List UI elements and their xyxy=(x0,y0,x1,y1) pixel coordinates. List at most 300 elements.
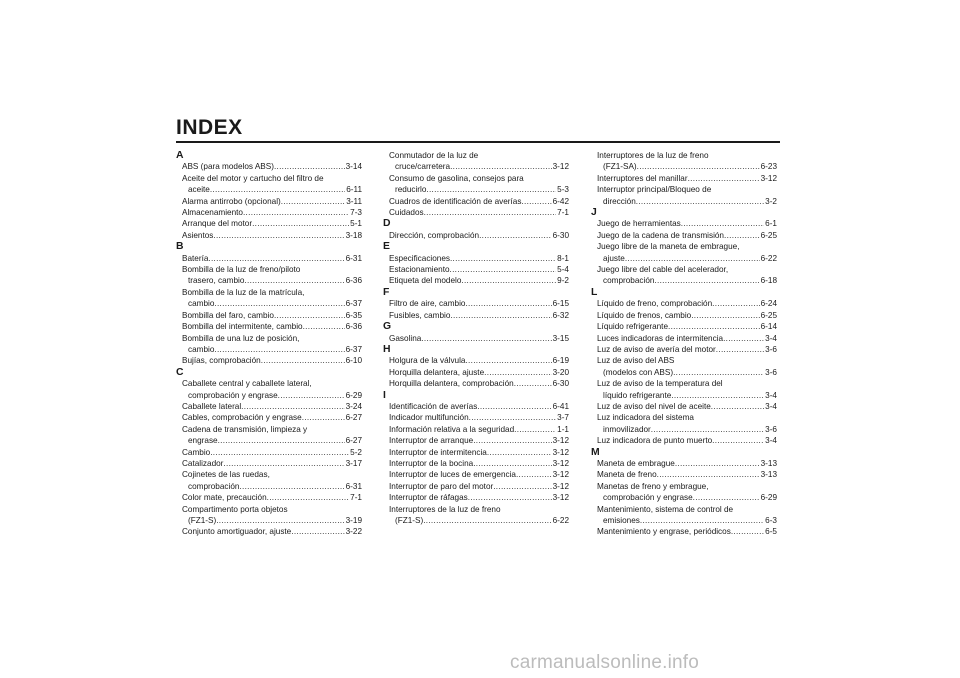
index-page-ref: 3-19 xyxy=(345,516,362,525)
index-page-ref: 6-25 xyxy=(760,230,777,240)
index-page-ref: 3-12 xyxy=(760,173,777,183)
index-entry-text: (FZ1-SA) xyxy=(603,162,637,172)
index-entry-text: reducirlo xyxy=(395,185,427,195)
index-entry-text: comprobación y engrase xyxy=(188,390,278,400)
dot-leader xyxy=(731,526,764,537)
index-page-ref: 6-11 xyxy=(346,185,362,195)
title-rule xyxy=(176,141,780,143)
index-entry-text: (FZ1-S) xyxy=(395,516,424,525)
index-entry-text: Interruptores de la luz de freno xyxy=(597,151,709,160)
index-column-1 xyxy=(176,150,362,538)
dot-leader xyxy=(244,275,344,286)
dot-leader xyxy=(274,161,345,172)
index-entry xyxy=(383,264,569,275)
index-entry-text: comprobación xyxy=(188,481,240,491)
dot-leader xyxy=(473,435,551,446)
index-entry xyxy=(591,241,777,264)
index-entry-text: Indicador multifunción xyxy=(389,413,469,423)
index-entry-text: comprobación y engrase xyxy=(603,493,693,503)
index-page-ref: 6-30 xyxy=(552,230,569,240)
index-entry xyxy=(591,264,777,287)
index-entry xyxy=(383,150,569,173)
index-page-ref: 7-1 xyxy=(557,208,569,218)
index-page-ref: 6-37 xyxy=(345,344,362,354)
index-entry-text: Luz indicadora de punto muerto xyxy=(597,436,713,446)
index-entry-text: Catalizador xyxy=(182,458,224,468)
index-entry xyxy=(383,481,569,492)
dot-leader xyxy=(712,435,764,446)
index-entry xyxy=(176,458,362,469)
index-page-ref: 6-14 xyxy=(760,322,777,332)
index-page-ref: 6-36 xyxy=(345,322,362,332)
index-entry xyxy=(383,469,569,480)
dot-leader xyxy=(213,230,344,241)
dot-leader xyxy=(514,378,552,389)
index-entry xyxy=(176,230,362,241)
dot-leader xyxy=(654,275,759,286)
index-entry-text: ajuste xyxy=(603,253,625,263)
index-page-ref: 6-32 xyxy=(552,310,569,320)
index-entry xyxy=(591,333,777,344)
dot-leader xyxy=(208,253,344,264)
index-page-ref: 6-22 xyxy=(552,516,569,525)
index-entry xyxy=(591,230,777,241)
index-page-ref: 1-1 xyxy=(557,424,569,434)
index-entry-text: Bombilla del faro, cambio xyxy=(182,310,274,320)
dot-leader xyxy=(671,390,764,401)
index-page-ref: 3-7 xyxy=(557,413,569,423)
dot-leader xyxy=(724,230,760,241)
index-entry-text: Juego libre de la maneta de embrague, xyxy=(597,242,740,252)
index-entry xyxy=(176,401,362,412)
index-page-ref: 6-23 xyxy=(760,162,777,172)
index-entry xyxy=(383,275,569,286)
index-entry xyxy=(176,424,362,447)
index-entry-text: (modelos con ABS) xyxy=(603,367,674,377)
index-letter-heading: E xyxy=(383,241,390,253)
dot-leader xyxy=(450,264,557,275)
dot-leader xyxy=(267,492,350,503)
index-page-ref: 3-24 xyxy=(345,401,362,411)
index-letter-heading: H xyxy=(383,343,391,355)
index-entry-text: Asientos xyxy=(182,230,214,240)
index-entry xyxy=(383,298,569,309)
index-entry-text: emisiones xyxy=(603,516,640,525)
index-entry xyxy=(383,378,569,389)
index-entry-text: trasero, cambio xyxy=(188,276,245,286)
index-entry-text: Mantenimiento y engrase, periódicos xyxy=(597,527,731,537)
index-entry xyxy=(383,412,569,423)
index-page-ref: 6-27 xyxy=(345,436,362,446)
index-page-ref: 3-12 xyxy=(552,162,569,172)
dot-leader xyxy=(426,184,556,195)
index-entry xyxy=(176,218,362,229)
dot-leader xyxy=(241,401,344,412)
index-entry-text: Estacionamiento xyxy=(389,265,450,275)
index-page-ref: 3-4 xyxy=(765,436,777,446)
footer-watermark: carmanualsonline.info xyxy=(510,652,700,673)
dot-leader xyxy=(668,321,760,332)
index-entry-text: Líquido de freno, comprobación xyxy=(597,299,713,309)
dot-leader xyxy=(469,412,557,423)
index-page-ref: 6-41 xyxy=(552,401,569,411)
index-entry-text: inmovilizador xyxy=(603,424,651,434)
index-entry-text: Mantenimiento, sistema de control de xyxy=(597,504,734,514)
index-page-ref: 6-19 xyxy=(552,356,569,366)
index-entry xyxy=(383,504,569,527)
index-page-ref: 6-30 xyxy=(552,379,569,389)
index-entry xyxy=(176,504,362,527)
index-letter-heading: B xyxy=(176,241,184,253)
dot-leader xyxy=(477,401,551,412)
dot-leader xyxy=(691,310,759,321)
index-page-ref: 3-12 xyxy=(552,493,569,503)
index-page-ref: 3-12 xyxy=(552,447,569,457)
index-entry-text: Gasolina xyxy=(389,333,422,343)
dot-leader xyxy=(711,401,764,412)
index-entry xyxy=(591,310,777,321)
index-entry-text: Interruptor de intermitencia xyxy=(389,447,487,457)
index-entry-text: Información relativa a la seguridad xyxy=(389,424,515,434)
index-entry xyxy=(591,469,777,480)
index-entry xyxy=(591,355,777,378)
dot-leader xyxy=(479,230,552,241)
index-entry-text: Luz de aviso del ABS xyxy=(597,356,675,366)
index-page-ref: 3-13 xyxy=(760,470,777,480)
dot-leader xyxy=(484,367,551,378)
index-entry xyxy=(591,504,777,527)
dot-leader xyxy=(637,161,760,172)
dot-leader xyxy=(210,447,349,458)
index-entry xyxy=(591,298,777,309)
index-page-ref: 5-4 xyxy=(557,265,569,275)
index-letter-heading: C xyxy=(176,366,184,378)
index-entry-text: Cojinetes de las ruedas, xyxy=(182,470,270,480)
index-entry-text: (FZ1-S) xyxy=(188,516,217,525)
index-entry-text: Manetas de freno y embrague, xyxy=(597,481,709,491)
index-column-2 xyxy=(383,150,569,526)
index-entry-text: engrase xyxy=(188,436,218,446)
index-entry xyxy=(383,173,569,196)
index-entry-text: cambio xyxy=(188,344,215,354)
index-entry xyxy=(383,447,569,458)
index-entry xyxy=(176,253,362,264)
index-entry xyxy=(383,367,569,378)
index-entry-text: comprobación xyxy=(603,276,655,286)
index-entry xyxy=(176,196,362,207)
index-entry-text: líquido refrigerante xyxy=(603,390,672,400)
index-entry-text: Luces indicadoras de intermitencia xyxy=(597,333,724,343)
index-entry-text: Arranque del motor xyxy=(182,219,253,229)
dot-leader xyxy=(274,310,345,321)
index-entry-text: Interruptor de luces de emergencia xyxy=(389,470,516,480)
index-entry xyxy=(176,447,362,458)
index-entry-text: Etiqueta del modelo xyxy=(389,276,462,286)
dot-leader xyxy=(450,310,551,321)
index-entry xyxy=(176,333,362,356)
index-entry xyxy=(176,161,362,172)
index-entry xyxy=(383,492,569,503)
index-page-ref: 3-12 xyxy=(552,458,569,468)
dot-leader xyxy=(423,515,551,526)
index-entry-text: Luz de aviso de avería del motor xyxy=(597,344,716,354)
index-entry xyxy=(591,435,777,446)
dot-leader xyxy=(214,298,344,309)
index-entry-text: Interruptor de arranque xyxy=(389,436,474,446)
index-page-ref: 3-6 xyxy=(765,424,777,434)
index-page-ref: 3-13 xyxy=(760,458,777,468)
index-entry-text: Luz indicadora del sistema xyxy=(597,413,694,423)
dot-leader xyxy=(516,469,552,480)
dot-leader xyxy=(487,447,552,458)
index-entry-text: aceite xyxy=(188,185,210,195)
dot-leader xyxy=(214,344,344,355)
dot-leader xyxy=(625,253,760,264)
index-page-ref: 6-42 xyxy=(552,196,569,206)
index-entry-text: Bombilla de la luz de la matrícula, xyxy=(182,287,305,297)
dot-leader xyxy=(450,161,552,172)
index-entry-text: Bombilla del intermitente, cambio xyxy=(182,322,303,332)
index-column-3 xyxy=(591,150,777,538)
index-entry-text: Cadena de transmisión, limpieza y xyxy=(182,424,308,434)
index-entry-text: cruce/carretera xyxy=(395,162,451,172)
dot-leader xyxy=(303,321,345,332)
dot-leader xyxy=(493,481,551,492)
index-entry-text: Consumo de gasolina, consejos para xyxy=(389,173,524,183)
dot-leader xyxy=(218,435,345,446)
index-entry xyxy=(176,207,362,218)
index-page-ref: 5-2 xyxy=(350,447,362,457)
index-entry-text: Alarma antirrobo (opcional) xyxy=(182,196,281,206)
index-entry-text: Interruptores de la luz de freno xyxy=(389,504,501,514)
index-page-ref: 6-25 xyxy=(760,310,777,320)
index-entry xyxy=(591,321,777,332)
index-entry xyxy=(176,412,362,423)
index-page-ref: 6-10 xyxy=(345,356,362,366)
dot-leader xyxy=(657,469,760,480)
dot-leader xyxy=(261,355,345,366)
index-page-ref: 6-22 xyxy=(760,253,777,263)
dot-leader xyxy=(461,275,556,286)
index-entry xyxy=(591,526,777,537)
dot-leader xyxy=(681,218,764,229)
index-entry-text: Aceite del motor y cartucho del filtro de xyxy=(182,173,324,183)
index-entry-text: Caballete lateral xyxy=(182,401,242,411)
index-page-ref: 6-1 xyxy=(765,219,777,229)
index-page-ref: 3-22 xyxy=(345,527,362,537)
index-entry xyxy=(383,207,569,218)
index-page-ref: 6-29 xyxy=(760,493,777,503)
index-entry xyxy=(176,264,362,287)
index-entry-text: Identificación de averías xyxy=(389,401,478,411)
index-entry-text: Cuidados xyxy=(389,208,424,218)
dot-leader xyxy=(421,333,551,344)
index-entry-text: Filtro de aire, cambio xyxy=(389,299,466,309)
index-page-ref: 6-31 xyxy=(345,481,362,491)
index-entry-text: Líquido de frenos, cambio xyxy=(597,310,692,320)
index-entry-text: Cables, comprobación y engrase xyxy=(182,413,302,423)
index-letter-heading: L xyxy=(591,286,598,298)
page-title: INDEX xyxy=(176,116,243,139)
index-entry-text: Conmutador de la luz de xyxy=(389,151,479,160)
index-entry xyxy=(383,230,569,241)
index-page-ref: 6-3 xyxy=(765,516,777,525)
index-entry-text: Compartimento porta objetos xyxy=(182,504,288,514)
index-page-ref: 6-36 xyxy=(345,276,362,286)
index-page-ref: 3-6 xyxy=(765,344,777,354)
dot-leader xyxy=(302,412,345,423)
index-entry-text: Horquilla delantera, ajuste xyxy=(389,367,485,377)
dot-leader xyxy=(223,458,344,469)
index-page-ref: 6-24 xyxy=(760,299,777,309)
index-entry-text: Interruptor principal/Bloqueo de xyxy=(597,185,712,195)
index-entry-text: Holgura de la válvula xyxy=(389,356,466,366)
index-letter-heading: F xyxy=(383,286,390,298)
dot-leader xyxy=(693,492,760,503)
index-letter-heading: I xyxy=(383,389,386,401)
index-entry xyxy=(383,355,569,366)
dot-leader xyxy=(281,196,345,207)
index-entry xyxy=(383,310,569,321)
dot-leader xyxy=(210,184,345,195)
index-entry xyxy=(383,435,569,446)
dot-leader xyxy=(243,207,349,218)
index-page-ref: 8-1 xyxy=(557,253,569,263)
index-entry-text: Interruptor de ráfagas xyxy=(389,493,468,503)
index-page-ref: 6-29 xyxy=(345,390,362,400)
index-entry-text: Luz de aviso de la temperatura del xyxy=(597,379,723,389)
index-entry xyxy=(591,173,777,184)
index-entry-text: Líquido refrigerante xyxy=(597,322,669,332)
index-letter-heading: G xyxy=(383,321,392,333)
index-page-ref: 6-27 xyxy=(345,413,362,423)
index-page-ref: 3-14 xyxy=(345,162,362,172)
index-page-ref: 6-15 xyxy=(552,299,569,309)
index-entry-text: Especificaciones xyxy=(389,253,450,263)
index-entry-text: Juego libre del cable del acelerador, xyxy=(597,265,729,275)
index-entry-text: Juego de herramientas xyxy=(597,219,681,229)
index-entry xyxy=(591,481,777,504)
index-page-ref: 5-1 xyxy=(350,219,362,229)
index-entry-text: Bujías, comprobación xyxy=(182,356,261,366)
dot-leader xyxy=(239,481,344,492)
index-page-ref: 7-1 xyxy=(350,493,362,503)
index-letter-heading: J xyxy=(591,207,597,219)
index-page-ref: 6-31 xyxy=(345,253,362,263)
index-page-ref: 7-3 xyxy=(350,208,362,218)
index-entry-text: ABS (para modelos ABS) xyxy=(182,162,274,172)
index-page-ref: 5-3 xyxy=(557,185,569,195)
index-page-ref: 6-5 xyxy=(765,527,777,537)
dot-leader xyxy=(468,492,552,503)
dot-leader xyxy=(291,526,344,537)
dot-leader xyxy=(514,424,556,435)
index-page-ref: 3-4 xyxy=(765,390,777,400)
index-entry-text: Interruptores del manillar xyxy=(597,173,688,183)
index-page-ref: 3-4 xyxy=(765,401,777,411)
index-page-ref: 3-4 xyxy=(765,333,777,343)
dot-leader xyxy=(521,196,551,207)
index-letter-heading: M xyxy=(591,446,600,458)
index-entry-text: Maneta de freno xyxy=(597,470,657,480)
index-entry-text: Bombilla de una luz de posición, xyxy=(182,333,300,343)
dot-leader xyxy=(424,207,557,218)
dot-leader xyxy=(450,253,556,264)
index-entry xyxy=(176,287,362,310)
dot-leader xyxy=(640,515,764,526)
index-entry xyxy=(383,401,569,412)
index-page-ref: 6-35 xyxy=(345,310,362,320)
index-entry xyxy=(591,458,777,469)
index-page-ref: 6-18 xyxy=(760,276,777,286)
index-entry xyxy=(176,469,362,492)
index-entry xyxy=(383,458,569,469)
dot-leader xyxy=(473,458,551,469)
dot-leader xyxy=(651,424,764,435)
index-entry xyxy=(383,333,569,344)
index-entry-text: dirección xyxy=(603,196,636,206)
index-entry xyxy=(591,401,777,412)
dot-leader xyxy=(216,515,344,526)
dot-leader xyxy=(675,458,760,469)
index-entry-text: Luz de aviso del nivel de aceite xyxy=(597,401,711,411)
index-entry xyxy=(591,184,777,207)
dot-leader xyxy=(252,218,349,229)
index-entry xyxy=(383,253,569,264)
dot-leader xyxy=(716,344,764,355)
index-entry-text: Cambio xyxy=(182,447,211,457)
dot-leader xyxy=(723,333,764,344)
index-entry xyxy=(591,344,777,355)
index-entry xyxy=(591,150,777,173)
index-page-ref: 3-11 xyxy=(346,196,362,206)
index-page-ref: 3-2 xyxy=(765,196,777,206)
index-entry-text: Conjunto amortiguador, ajuste xyxy=(182,527,292,537)
index-page-ref: 3-20 xyxy=(552,367,569,377)
index-entry xyxy=(176,526,362,537)
dot-leader xyxy=(636,196,764,207)
index-entry xyxy=(591,218,777,229)
index-page-ref: 9-2 xyxy=(557,276,569,286)
index-entry xyxy=(591,412,777,435)
index-page-ref: 3-12 xyxy=(552,470,569,480)
index-entry-text: Almacenamiento xyxy=(182,208,243,218)
index-page-ref: 3-6 xyxy=(765,367,777,377)
index-entry-text: Juego de la cadena de transmisión xyxy=(597,230,724,240)
index-page-ref: 6-37 xyxy=(345,299,362,309)
index-entry-text: Fusibles, cambio xyxy=(389,310,451,320)
index-entry-text: Bombilla de la luz de freno/piloto xyxy=(182,265,301,275)
index-entry-text: Cuadros de identificación de averías xyxy=(389,196,522,206)
index-entry-text: Maneta de embrague xyxy=(597,458,675,468)
index-page-ref: 3-12 xyxy=(552,481,569,491)
index-entry-text: Interruptor de la bocina xyxy=(389,458,474,468)
index-entry-text: Horquilla delantera, comprobación xyxy=(389,379,514,389)
dot-leader xyxy=(688,173,760,184)
index-entry xyxy=(591,378,777,401)
index-entry xyxy=(176,321,362,332)
index-entry-text: Color mate, precaución xyxy=(182,493,267,503)
index-page-ref: 3-15 xyxy=(552,333,569,343)
index-page-ref: 3-18 xyxy=(345,230,362,240)
dot-leader xyxy=(673,367,764,378)
index-entry-text: cambio xyxy=(188,299,215,309)
index-entry xyxy=(383,196,569,207)
index-page-ref: 3-12 xyxy=(552,436,569,446)
dot-leader xyxy=(465,355,551,366)
dot-leader xyxy=(465,298,551,309)
index-entry xyxy=(176,173,362,196)
